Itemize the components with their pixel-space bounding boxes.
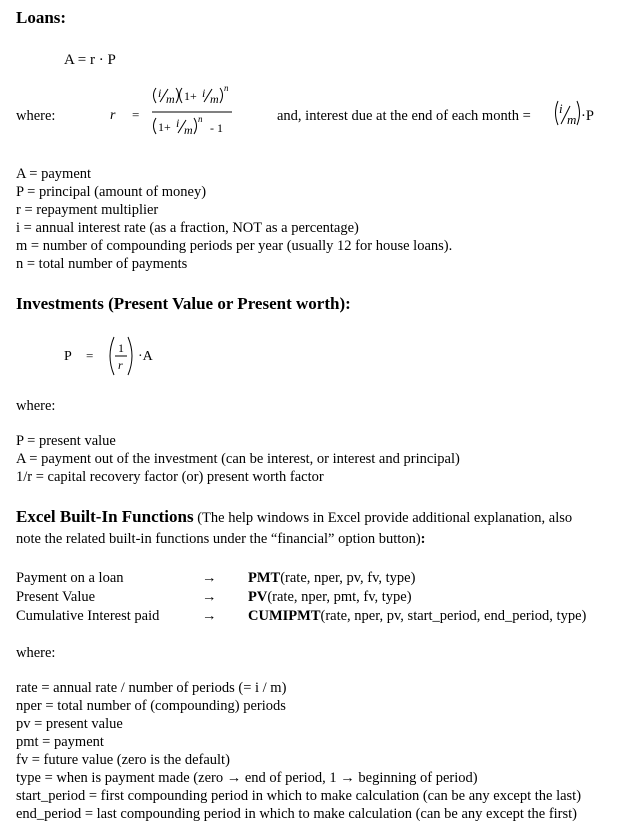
function-cumipmt [248, 607, 586, 625]
den-one-plus: 1+ [158, 120, 171, 134]
arrow-pv: → [202, 589, 217, 605]
function-pv [248, 588, 412, 606]
num-m: m [166, 92, 175, 106]
interest-i-over-m [553, 97, 581, 133]
investments-def-0: P = present value [16, 433, 116, 449]
den-m: m [184, 123, 193, 137]
den-right-paren [194, 118, 197, 134]
loans-def-2: r = repayment multiplier [16, 202, 159, 218]
function-name-pmt: PMT [248, 570, 281, 586]
num-m-2: m [210, 92, 219, 106]
repayment-multiplier-formula [104, 82, 244, 144]
function-args-pmt: (rate, nper, pv, fv, type) [280, 570, 416, 586]
loans-def-0: A = payment [16, 166, 92, 182]
pv-equals: = [86, 348, 94, 363]
excel-def-5: type = when is payment made (zero → end of period, 1 → beginning of period) [16, 770, 478, 786]
excel-where-label: where: [16, 645, 56, 661]
r-symbol: r [110, 108, 116, 123]
den-exponent-n: n [198, 114, 203, 124]
function-label-cumipmt: Cumulative Interest paid [16, 608, 160, 624]
num-exponent-n: n [224, 83, 229, 93]
function-args-pv: (rate, nper, pmt, fv, type) [267, 589, 412, 605]
function-name-cumipmt: CUMIPMT [248, 608, 321, 624]
arrow-cumipmt: → [202, 608, 217, 624]
loans-def-3: i = annual interest rate (as a fraction, NOT as a percentage) [16, 220, 359, 236]
equals-sign: = [132, 107, 140, 122]
investments-where-label: where: [16, 398, 56, 414]
pv-frac-num: 1 [118, 341, 124, 355]
interest-m: m [567, 112, 577, 127]
pv-left-paren [110, 337, 114, 375]
excel-intro-line2 [16, 530, 426, 548]
left-paren-2 [180, 88, 183, 103]
excel-intro-rest: (The help windows in Excel provide additional explanation, also [193, 510, 573, 526]
interest-i: i [559, 101, 563, 116]
function-label-pv: Present Value [16, 589, 96, 605]
excel-def-1: nper = total number of (compounding) periods [16, 698, 286, 714]
excel-intro-line2-text: note the related built-in functions under the “financial” option button) [16, 531, 421, 547]
den-minus-one: - 1 [210, 121, 223, 135]
pv-P: P [64, 349, 72, 364]
interest-due-text: and, interest due at the end of each month = [277, 108, 531, 124]
excel-def-4: fv = future value (zero is the default) [16, 752, 230, 768]
paren-left [556, 101, 559, 125]
excel-def-7: end_period = last compounding period in which to make calculation (can be any except the first) [16, 806, 578, 822]
loans-def-5: n = total number of payments [16, 256, 188, 272]
investments-def-2: 1/r = capital recovery factor (or) present worth factor [16, 469, 324, 485]
investments-def-1: A = payment out of the investment (can be interest, or interest and principal) [16, 451, 460, 467]
loans-def-4: m = number of compounding periods per year (usually 12 for house loans). [16, 238, 453, 254]
excel-heading: Excel Built-In Functions [16, 507, 194, 526]
den-left-paren [154, 118, 157, 134]
pv-right-paren [128, 337, 132, 375]
excel-def-6: start_period = first compounding period in which to make calculation (can be any except the last) [16, 788, 582, 804]
excel-def-0: rate = annual rate / number of periods (= i / m) [16, 680, 287, 696]
num-i: i [158, 86, 162, 100]
present-value-formula [60, 333, 170, 379]
num-one-plus: 1+ [184, 89, 197, 103]
pv-A-term: ·A [138, 349, 153, 364]
investments-heading: Investments (Present Value or Present worth): [16, 294, 351, 313]
excel-intro-colon: : [420, 531, 426, 547]
excel-def-3: pmt = payment [16, 734, 104, 750]
loans-where-label: where: [16, 108, 56, 124]
excel-intro-line1 [16, 507, 572, 527]
loans-heading: Loans: [16, 8, 67, 27]
excel-def-2: pv = present value [16, 716, 123, 732]
function-label-pmt: Payment on a loan [16, 570, 124, 586]
paren-right [577, 101, 580, 125]
right-paren-2 [220, 88, 223, 103]
arrow-pmt: → [202, 570, 217, 586]
function-args-cumipmt: (rate, nper, pv, start_period, end_period, type) [320, 608, 587, 624]
loans-def-1: P = principal (amount of money) [16, 184, 207, 200]
num-i-2: i [202, 86, 206, 100]
left-paren [154, 88, 157, 103]
loan-payment-formula: A = r · P [64, 52, 116, 68]
function-name-pv: PV [248, 589, 268, 605]
pv-frac-den: r [118, 358, 123, 372]
function-pmt [248, 569, 415, 587]
interest-times-P: ·P [581, 108, 594, 124]
den-i: i [176, 116, 180, 130]
right-paren [176, 88, 179, 103]
